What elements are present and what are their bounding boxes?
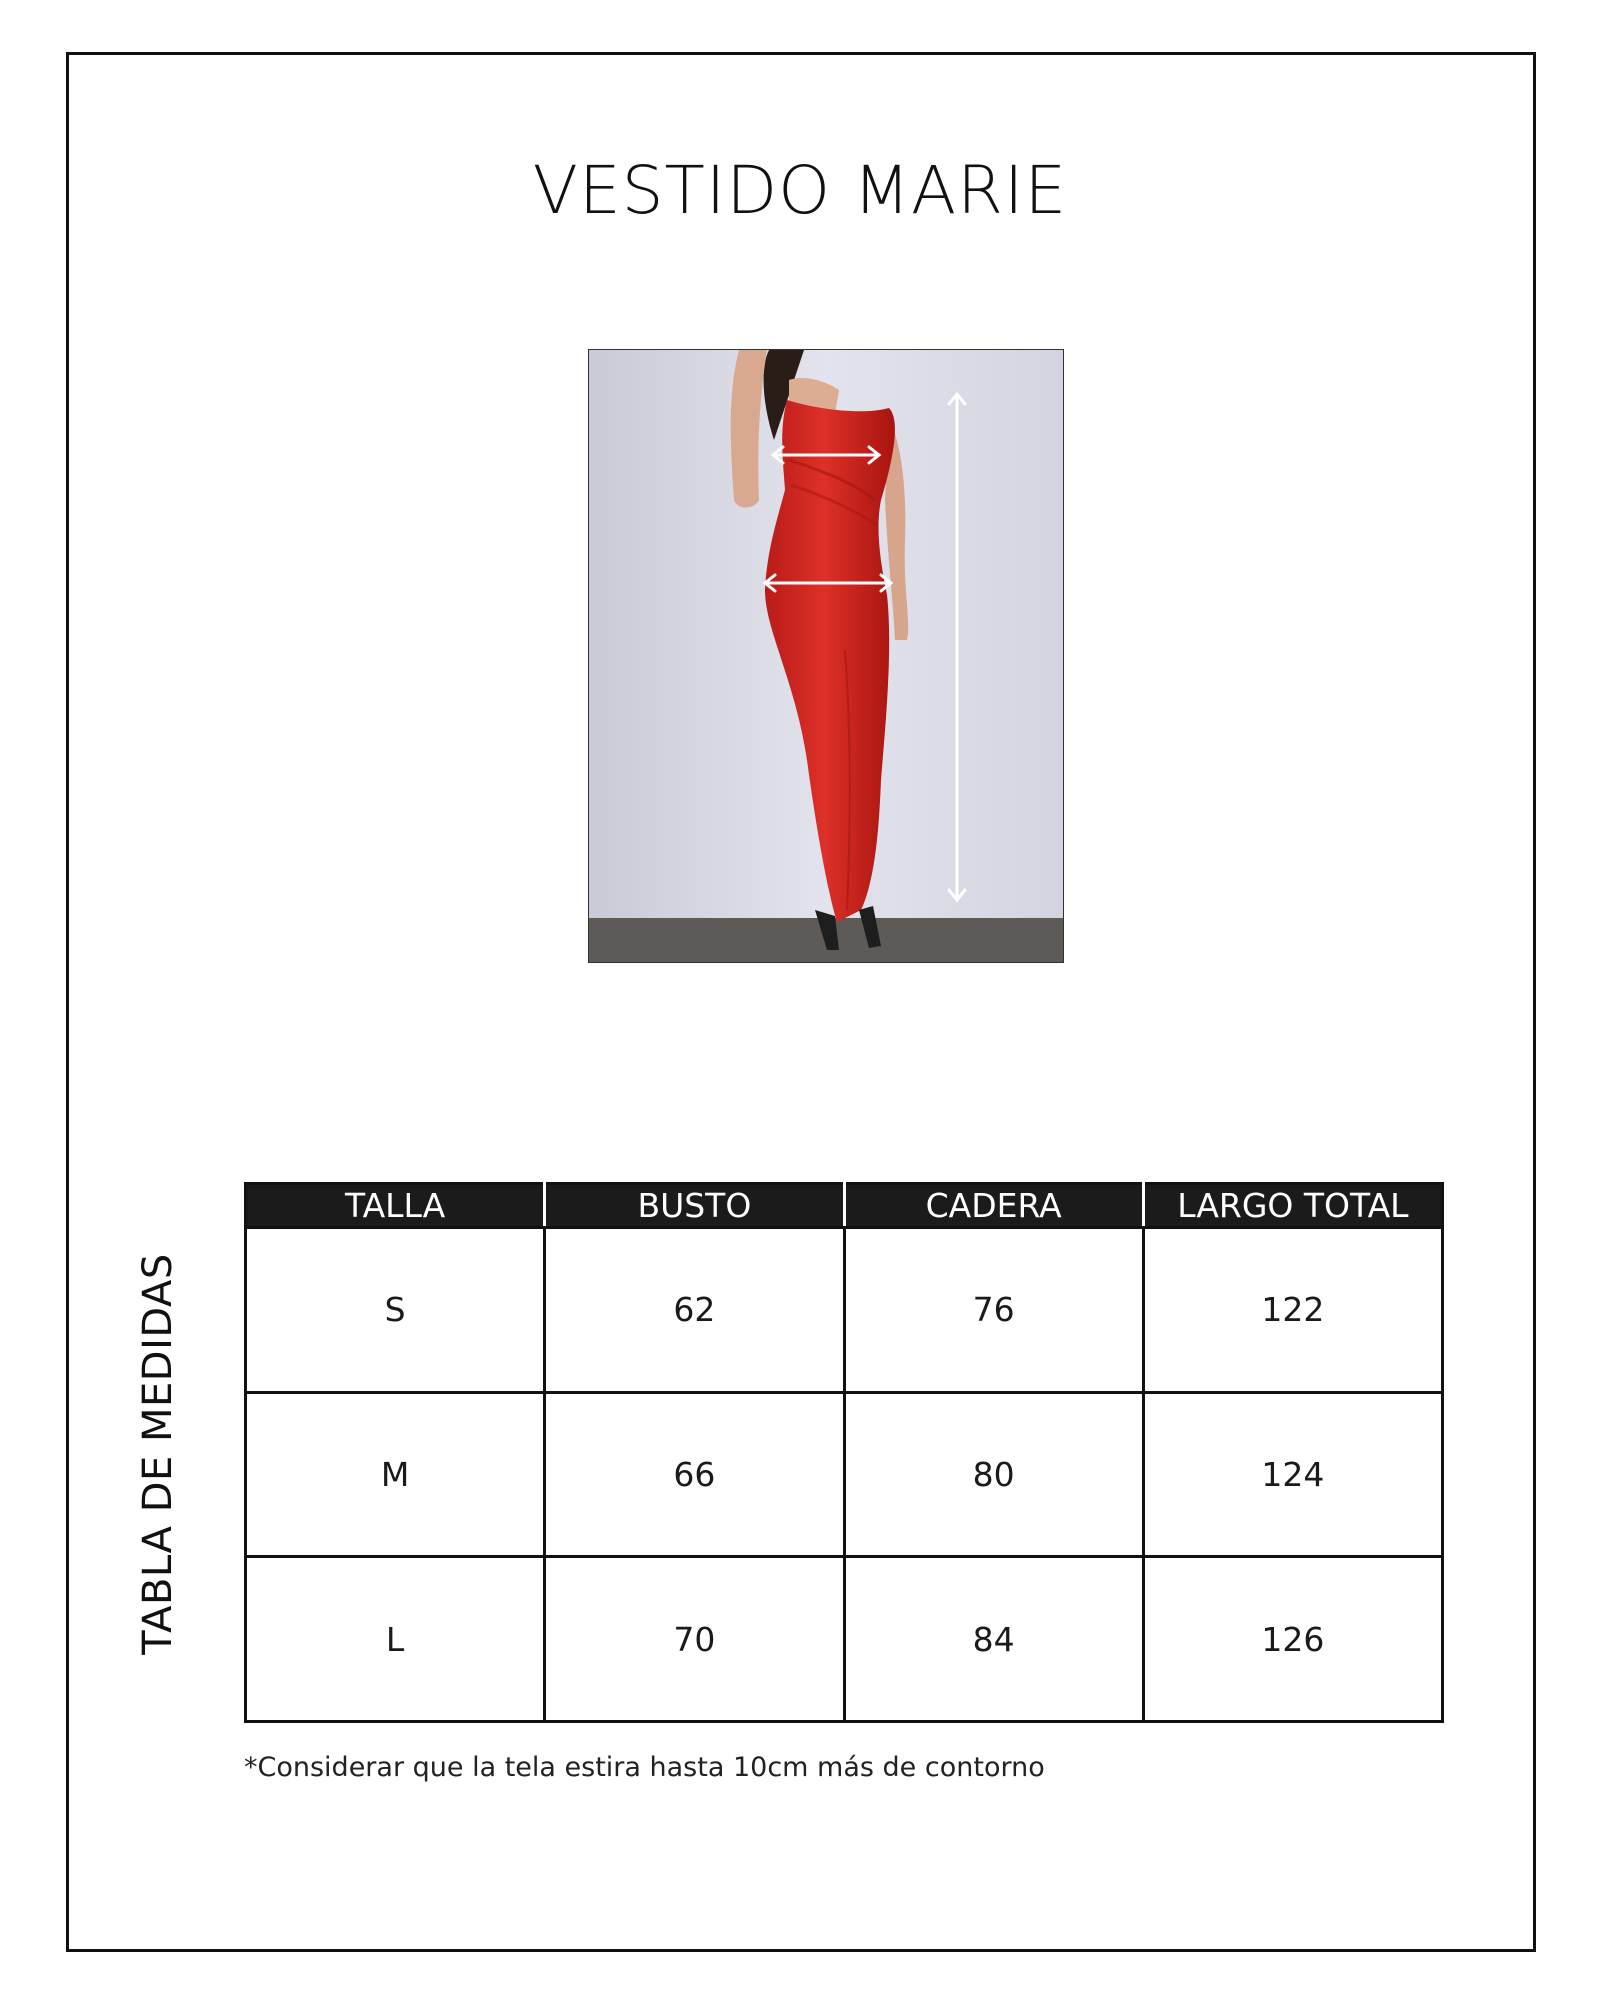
product-photo [588, 349, 1064, 963]
cell-busto: 70 [545, 1557, 844, 1722]
cell-talla: L [246, 1557, 545, 1722]
cell-cadera: 76 [844, 1228, 1143, 1393]
cell-talla: M [246, 1392, 545, 1557]
cell-largo-total: 124 [1143, 1392, 1442, 1557]
cell-largo-total: 126 [1143, 1557, 1442, 1722]
cell-talla: S [246, 1228, 545, 1393]
header-busto: BUSTO [545, 1184, 844, 1228]
table-row [246, 1228, 1443, 1393]
page-title: VESTIDO MARIE [532, 152, 1068, 229]
header-talla: TALLA [246, 1184, 545, 1228]
table-row [246, 1557, 1443, 1722]
table-header-row [246, 1184, 1443, 1228]
table-row [246, 1392, 1443, 1557]
header-cadera: CADERA [844, 1184, 1143, 1228]
cell-largo-total: 122 [1143, 1228, 1442, 1393]
side-label: TABLA DE MEDIDAS [135, 1253, 181, 1655]
cell-cadera: 80 [844, 1392, 1143, 1557]
cell-busto: 62 [545, 1228, 844, 1393]
cell-busto: 66 [545, 1392, 844, 1557]
fabric-note: *Considerar que la tela estira hasta 10cm más de contorno [244, 1752, 1045, 1783]
size-table [244, 1182, 1444, 1723]
cell-cadera: 84 [844, 1557, 1143, 1722]
header-largo-total: LARGO TOTAL [1143, 1184, 1442, 1228]
